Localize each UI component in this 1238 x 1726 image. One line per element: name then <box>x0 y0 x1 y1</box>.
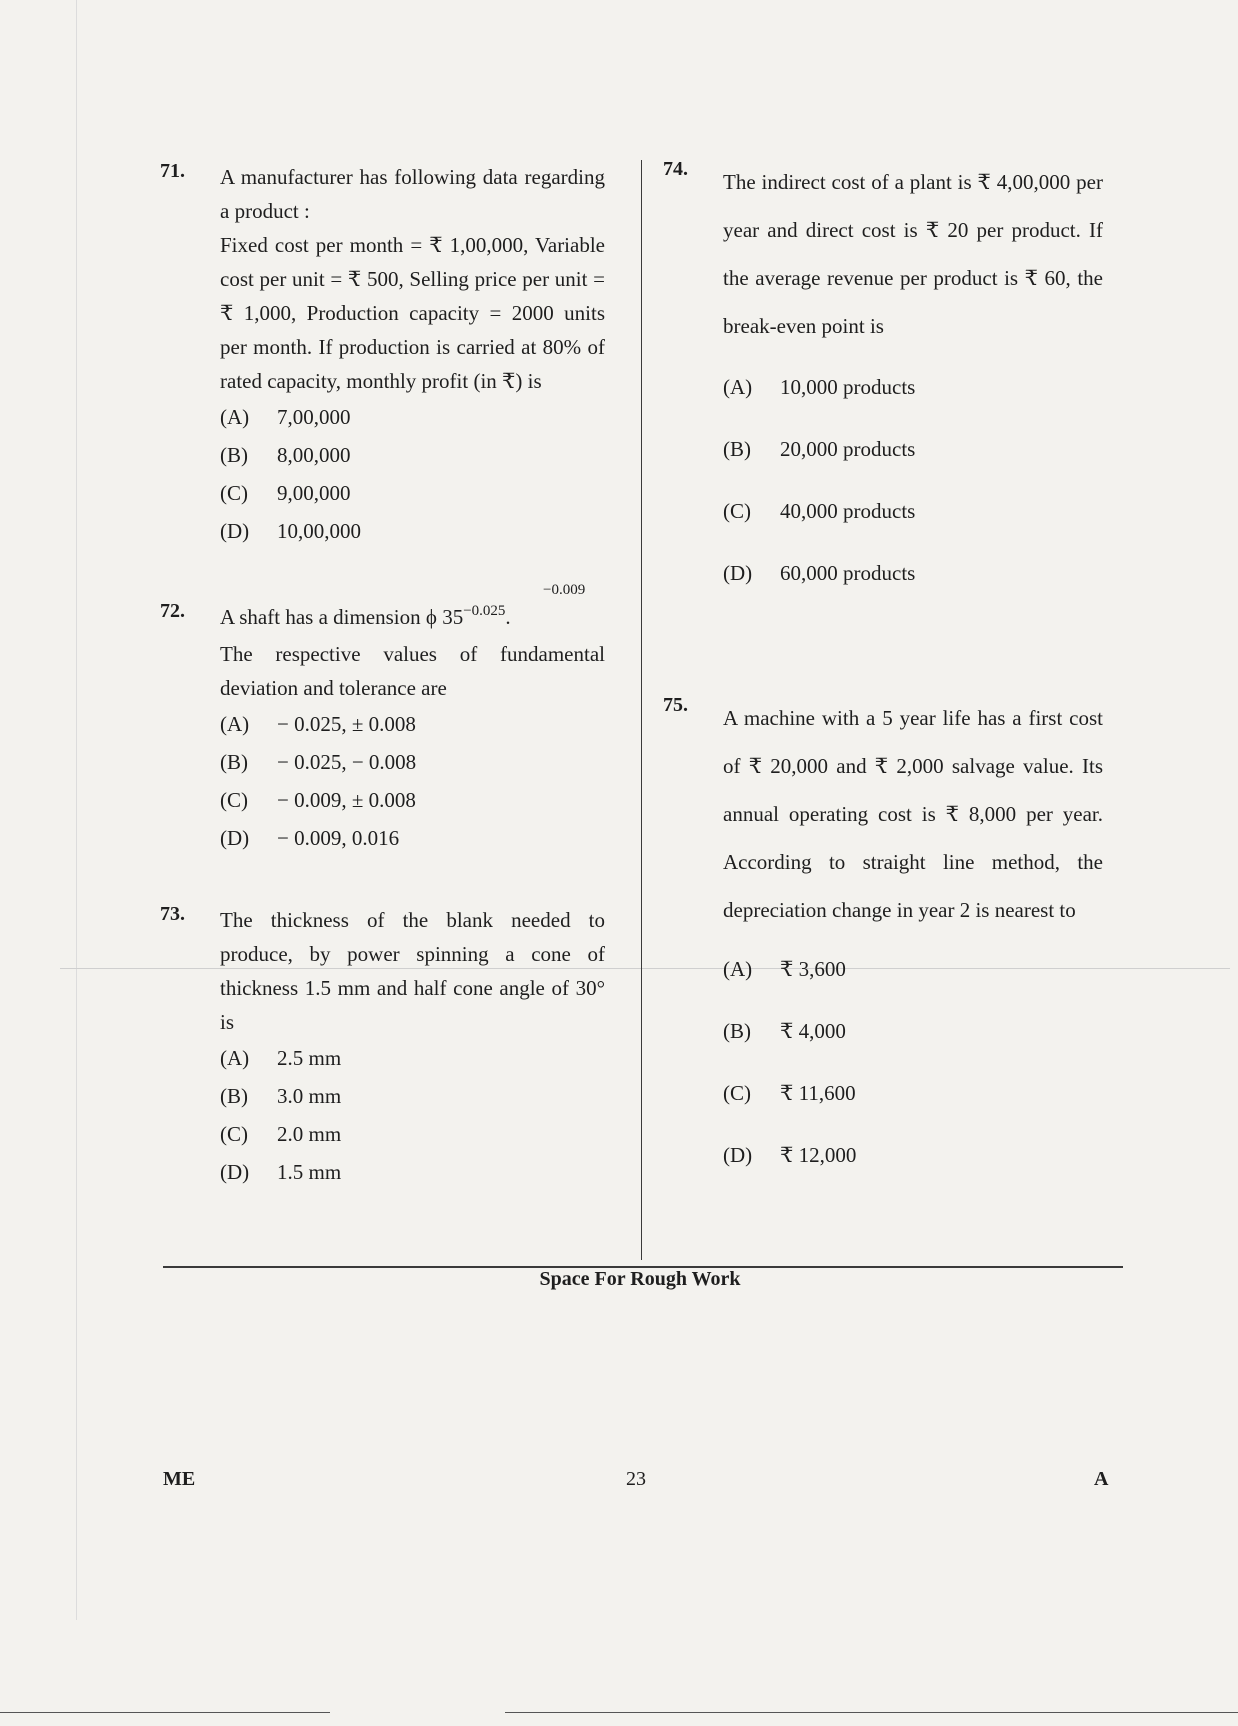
question-number: 75. <box>663 694 688 716</box>
upper-deviation: −0.009 <box>543 582 586 598</box>
option-a[interactable] <box>723 938 1103 1000</box>
column-divider <box>641 160 642 1260</box>
option-text: 7,00,000 <box>277 405 351 429</box>
option-text: ₹ 12,000 <box>780 1143 857 1167</box>
option-text: 10,000 products <box>780 375 916 399</box>
option-d[interactable] <box>723 1124 1103 1186</box>
scan-edge-line <box>505 1712 1238 1713</box>
option-d[interactable] <box>220 1153 605 1191</box>
option-text: 8,00,000 <box>277 443 351 467</box>
option-letter: (C) <box>723 1081 751 1105</box>
phi-symbol: ϕ <box>425 605 437 629</box>
question-stem <box>723 158 1103 604</box>
question-72 <box>160 582 605 857</box>
question-number: 74. <box>663 158 688 180</box>
stem-line: A shaft has a dimension ϕ $35^{-0.025}$. <box>220 603 511 629</box>
option-text: 9,00,000 <box>277 481 351 505</box>
stem-line: The thickness of the blank needed to produce, by power spinning a cone of thickness 1.5 mm and half cone angle of 30° is <box>220 908 605 1034</box>
option-letter: (B) <box>723 437 751 461</box>
footer-subject-code: ME <box>163 1468 196 1490</box>
option-text: 60,000 products <box>780 561 916 585</box>
option-letter: (D) <box>723 561 753 585</box>
option-text: − 0.025, ± 0.008 <box>277 712 416 736</box>
left-column <box>160 160 605 1191</box>
stem-line: A machine with a 5 year life has a first cost of ₹ 20,000 and ₹ 2,000 salvage value. Its annual operating cost is ₹ 8,000 per year. According to straight line method, the depreciation change in year 2 is nearest to <box>723 706 1103 922</box>
options-list <box>723 938 1103 1186</box>
scan-margin-line <box>76 0 77 1620</box>
option-letter: (B) <box>220 750 248 774</box>
option-text: − 0.025, − 0.008 <box>277 750 417 774</box>
question-stem <box>220 600 605 857</box>
option-letter: (A) <box>220 405 250 429</box>
option-letter: (B) <box>220 443 248 467</box>
option-letter: (C) <box>723 499 751 523</box>
lower-deviation: −0.025 <box>463 603 506 619</box>
option-a[interactable] <box>723 356 1103 418</box>
option-c[interactable] <box>220 1115 605 1153</box>
question-number: 71. <box>160 160 185 182</box>
option-text: 2.0 mm <box>277 1122 342 1146</box>
scan-edge-line <box>0 1712 330 1713</box>
stem-line: A manufacturer has following data regarding a product : <box>220 165 605 223</box>
stem-line: The indirect cost of a plant is ₹ 4,00,000 per year and direct cost is ₹ 20 per product. If the average revenue per product is ₹ 60, the break-even point is <box>723 170 1103 338</box>
question-73 <box>160 903 605 1191</box>
question-stem <box>220 160 605 550</box>
option-a[interactable] <box>220 1039 605 1077</box>
option-text: 10,00,000 <box>277 519 361 543</box>
question-number: 72. <box>160 600 185 622</box>
option-letter: (A) <box>220 712 250 736</box>
option-text: 2.5 mm <box>277 1046 342 1070</box>
option-letter: (C) <box>220 788 248 812</box>
question-stem <box>723 694 1103 1186</box>
question-stem <box>220 903 605 1191</box>
rough-work-label: Space For Rough Work <box>539 1268 741 1290</box>
option-letter: (D) <box>220 1160 250 1184</box>
option-c[interactable] <box>723 480 1103 542</box>
question-74 <box>663 158 1103 604</box>
question-number: 73. <box>160 903 185 925</box>
option-letter: (D) <box>723 1143 753 1167</box>
stem-line: The respective values of fundamental deviation and tolerance are <box>220 642 605 700</box>
option-text: − 0.009, 0.016 <box>277 826 400 850</box>
option-b[interactable] <box>723 1000 1103 1062</box>
option-letter: (B) <box>723 1019 751 1043</box>
option-b[interactable] <box>723 418 1103 480</box>
footer-page-number: 23 <box>626 1468 646 1490</box>
base-dimension: 35 <box>442 605 464 629</box>
option-text: 20,000 products <box>780 437 916 461</box>
option-letter: (C) <box>220 481 248 505</box>
question-75 <box>663 694 1103 1186</box>
option-letter: (D) <box>220 519 250 543</box>
option-letter: (A) <box>723 957 753 981</box>
option-text: ₹ 4,000 <box>780 1019 846 1043</box>
option-letter: (B) <box>220 1084 248 1108</box>
right-column <box>663 158 1103 1186</box>
option-b[interactable] <box>220 743 605 781</box>
option-letter: (D) <box>220 826 250 850</box>
options-list <box>220 1039 605 1191</box>
options-list <box>220 398 605 550</box>
option-a[interactable] <box>220 398 605 436</box>
stem-prefix: A shaft has a dimension <box>220 605 421 629</box>
option-letter: (A) <box>723 375 753 399</box>
option-letter: (C) <box>220 1122 248 1146</box>
option-d[interactable] <box>723 542 1103 604</box>
option-text: 3.0 mm <box>277 1084 342 1108</box>
option-text: 40,000 products <box>780 499 916 523</box>
option-d[interactable] <box>220 819 605 857</box>
option-b[interactable] <box>220 1077 605 1115</box>
option-text: − 0.009, ± 0.008 <box>277 788 416 812</box>
option-c[interactable] <box>220 474 605 512</box>
options-list <box>723 356 1103 604</box>
option-c[interactable] <box>220 781 605 819</box>
option-letter: (A) <box>220 1046 250 1070</box>
option-c[interactable] <box>723 1062 1103 1124</box>
option-text: 1.5 mm <box>277 1160 342 1184</box>
option-d[interactable] <box>220 512 605 550</box>
option-b[interactable] <box>220 436 605 474</box>
question-71 <box>160 160 605 550</box>
footer-series-code: A <box>1094 1468 1109 1490</box>
option-text: ₹ 11,600 <box>780 1081 856 1105</box>
stem-line: Fixed cost per month = ₹ 1,00,000, Variable cost per unit = ₹ 500, Selling price per unit = ₹ 1,000, Production capacity = 2000 units per month. If production is carried at 80% of rated capacity, monthly profit (in ₹) is <box>220 233 605 393</box>
option-a[interactable] <box>220 705 605 743</box>
option-text: ₹ 3,600 <box>780 957 846 981</box>
options-list <box>220 705 605 857</box>
